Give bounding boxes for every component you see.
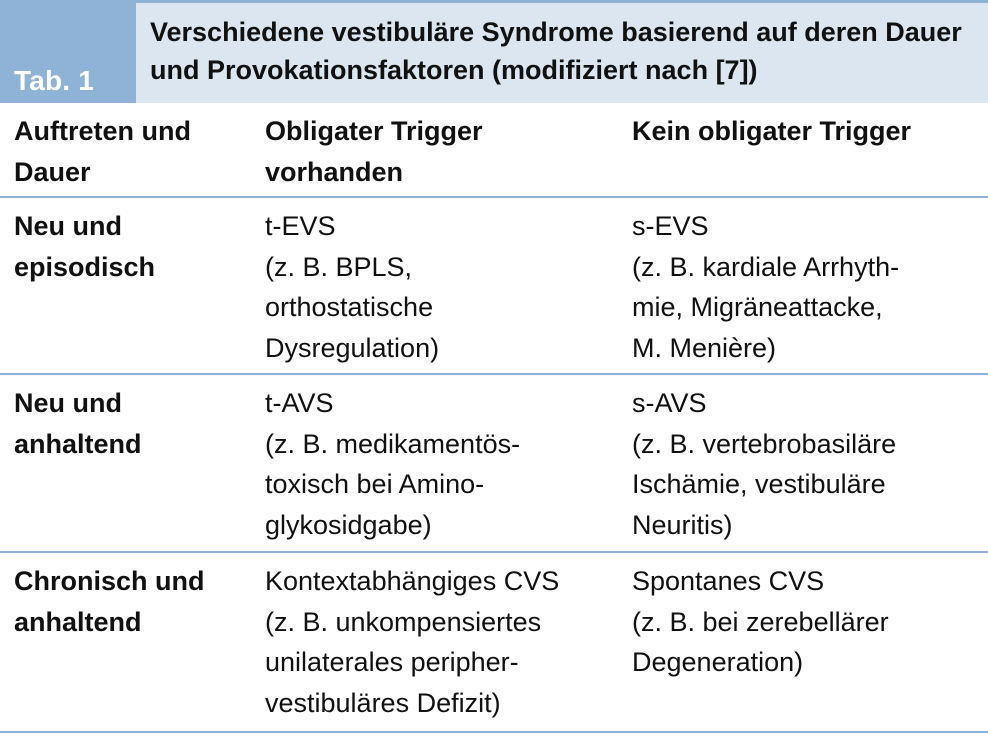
table-row: [0, 553, 988, 733]
row-no-trigger-cell: s-AVS (z. B. vertebrobasiläre Ischämie, vestibuläre Neuritis): [632, 388, 897, 540]
column-header-trigger: Obligater Trigger vorhanden: [265, 116, 483, 187]
row-no-trigger-cell: s-EVS (z. B. kardiale Arrhyth- mie, Migräneattacke, M. Menière): [632, 211, 900, 363]
table-title-box: [136, 0, 988, 103]
table-header: [0, 0, 988, 103]
table-header-row: [0, 103, 988, 198]
row-onset-cell: Neu und episodisch: [14, 211, 156, 282]
table-row: [0, 375, 988, 553]
column-header-no-trigger: Kein obligater Trigger: [632, 116, 912, 146]
column-header-onset: Auftreten und Dauer: [14, 116, 191, 187]
row-trigger-cell: t-EVS (z. B. BPLS, orthostatische Dysregulation): [265, 211, 440, 363]
table-number-badge: [0, 0, 136, 103]
table-number: Tab. 1: [14, 65, 95, 96]
row-no-trigger-cell: Spontanes CVS (z. B. bei zerebellärer Degeneration): [632, 566, 889, 677]
row-onset-cell: Chronisch und anhaltend: [14, 566, 205, 637]
table-row: [0, 198, 988, 375]
row-trigger-cell: Kontextabhängiges CVS (z. B. unkompensiertes unilaterales peripher- vestibuläres Defizit): [265, 566, 560, 718]
table-title: Verschiedene vestibuläre Syndrome basierend auf deren Dauer und Provokationsfaktoren (modifiziert nach [7]): [150, 17, 962, 85]
row-onset-cell: Neu und anhaltend: [14, 388, 142, 459]
row-trigger-cell: t-AVS (z. B. medikamentös- toxisch bei Amino- glykosidgabe): [265, 388, 521, 540]
